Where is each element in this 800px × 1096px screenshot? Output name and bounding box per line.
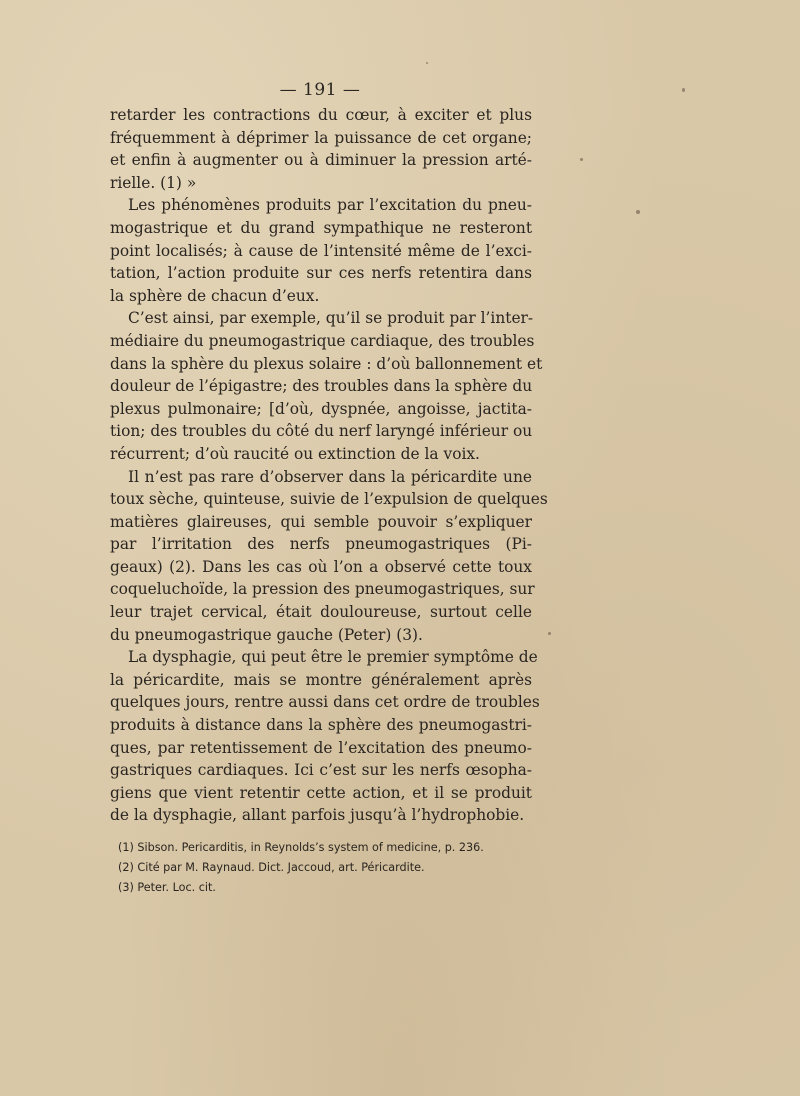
text-line: La dysphagie, qui peut être le premier symptôme de — [128, 648, 538, 667]
text-line: par l’irritation des nerfs pneumogastriques (Pi- — [110, 535, 532, 554]
text-line: Il n’est pas rare d’observer dans la péricardite une — [128, 467, 532, 486]
text-line: matières glaireuses, qui semble pouvoir s’expliquer — [110, 512, 532, 531]
text-line: leur trajet cervical, était douloureuse, surtout celle — [110, 603, 532, 622]
text-line: retarder les contractions du cœur, à exciter et plus — [110, 106, 532, 124]
text-line: du pneumogastrique gauche (Peter) (3). — [110, 625, 423, 644]
text-line: geaux) (2). Dans les cas où l’on a observé cette toux — [110, 557, 532, 576]
paragraph-dysphagia — [110, 646, 540, 827]
paragraph-continuation — [110, 104, 532, 194]
text-line: ques, par retentissement de l’excitation des pneumo- — [110, 738, 532, 757]
text-line: plexus pulmonaire; [d’où, dyspnée, angoisse, jactita- — [110, 399, 532, 418]
text-line: dans la sphère du plexus solaire : d’où ballonnement et — [110, 354, 543, 373]
paper-speck — [636, 210, 640, 214]
footnote-2: (2) Cité par M. Raynaud. Dict. Jaccoud, art. Péricardite. — [118, 861, 425, 874]
text-line: douleur de l’épigastre; des troubles dans la sphère du — [110, 377, 533, 396]
text-line: giens que vient retentir cette action, et il se produit — [110, 783, 532, 802]
paragraph-examples — [110, 307, 543, 465]
text-line: rielle. (1) » — [110, 173, 197, 192]
text-line: récurrent; d’où raucité ou extinction de la voix. — [110, 444, 480, 463]
page-number: — 191 — — [279, 80, 361, 100]
text-line: mogastrique et du grand sympathique ne resteront — [110, 218, 532, 237]
text-line: point localisés; à cause de l’intensité même de l’exci- — [110, 241, 532, 260]
text-line: la péricardite, mais se montre généralement après — [110, 670, 532, 689]
paper-speck — [426, 62, 428, 64]
text-line: de la dysphagie, allant parfois jusqu’à l’hydrophobie. — [110, 806, 525, 825]
text-line: tation, l’action produite sur ces nerfs retentira dans — [110, 264, 532, 283]
body-text — [110, 104, 548, 827]
text-line: fréquemment à déprimer la puissance de cet organe; — [110, 128, 532, 147]
text-line: la sphère de chacun d’eux. — [110, 286, 320, 305]
paragraph-cough — [110, 466, 548, 647]
text-line: coqueluchoïde, la pression des pneumogastriques, sur — [110, 580, 535, 599]
footnote-3: (3) Peter. Loc. cit. — [118, 881, 216, 894]
paper-speck — [548, 632, 551, 635]
text-line: gastriques cardiaques. Ici c’est sur les nerfs œsopha- — [110, 761, 532, 780]
paper-speck — [682, 88, 685, 92]
paragraph-nerve-effects — [110, 194, 532, 307]
paper-speck — [580, 158, 583, 161]
text-line: C’est ainsi, par exemple, qu’il se produit par l’inter- — [128, 309, 534, 328]
footnotes — [118, 838, 518, 898]
text-line: Les phénomènes produits par l’excitation du pneu- — [128, 196, 532, 215]
text-line: tion; des troubles du côté du nerf laryngé inférieur ou — [110, 422, 533, 441]
text-line: et enfin à augmenter ou à diminuer la pression arté- — [110, 151, 532, 170]
text-line: quelques jours, rentre aussi dans cet ordre de troubles — [110, 693, 540, 712]
text-line: produits à distance dans la sphère des pneumogastri- — [110, 716, 532, 735]
text-line: médiaire du pneumogastrique cardiaque, des troubles — [110, 331, 535, 350]
text-line: toux sèche, quinteuse, suivie de l’expulsion de quelques — [110, 490, 548, 509]
footnote-1: (1) Sibson. Pericarditis, in Reynolds’s system of medicine, p. 236. — [118, 841, 484, 854]
